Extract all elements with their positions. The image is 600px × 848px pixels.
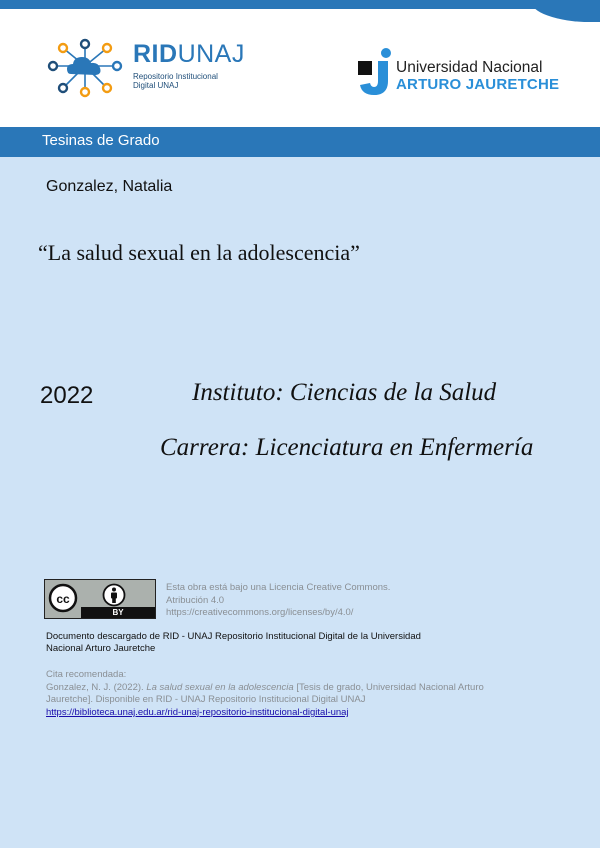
cc-license-badge[interactable] bbox=[44, 579, 156, 619]
license-line: Atribución 4.0 bbox=[166, 594, 225, 606]
attribution-person-icon bbox=[102, 583, 126, 607]
license-text bbox=[166, 582, 486, 620]
publication-year: 2022 bbox=[40, 382, 94, 409]
license-url[interactable]: https://creativecommons.org/licenses/by/4.0/ bbox=[166, 607, 354, 618]
citation-label: Cita recomendada: bbox=[46, 669, 127, 680]
section-title: Tesinas de Grado bbox=[42, 132, 160, 149]
header-stripe bbox=[0, 0, 600, 9]
rid-logo-subtitle: Repositorio Institucional Digital UNAJ bbox=[133, 72, 218, 90]
license-line: Esta obra está bajo una Licencia Creative Commons. bbox=[166, 582, 391, 593]
network-cloud-icon bbox=[45, 38, 125, 100]
rid-logo-wordmark: RIDUNAJ bbox=[133, 40, 245, 68]
author-name: Gonzalez, Natalia bbox=[46, 178, 173, 195]
repository-link[interactable]: https://biblioteca.unaj.edu.ar/rid-unaj-repositorio-institucional-digital-unaj bbox=[46, 707, 349, 718]
unaj-logo-line2: ARTURO JAURETCHE bbox=[396, 76, 560, 93]
citation-text: Gonzalez, N. J. (2022). La salud sexual en la adolescencia [Tesis de grado, Universidad Nacional Arturo Jauretche]. Disponible en RID - UNAJ Repositorio Institucional Digital UNAJ bbox=[46, 682, 484, 705]
svg-text:cc: cc bbox=[56, 592, 70, 606]
rid-unaj-logo bbox=[45, 38, 265, 104]
career-label: Carrera: Licenciatura en Enfermería bbox=[160, 434, 534, 461]
section-bar bbox=[0, 127, 600, 157]
work-title: “La salud sexual en la adolescencia” bbox=[38, 240, 360, 265]
download-note: Documento descargado de RID - UNAJ Repositorio Institucional Digital de la Universidad Nacional Arturo Jauretche bbox=[46, 631, 421, 654]
institute-label: Instituto: Ciencias de la Salud bbox=[192, 379, 497, 406]
cc-by-label: BY bbox=[112, 608, 124, 617]
creative-commons-icon bbox=[48, 583, 78, 613]
unaj-logo-mark bbox=[358, 47, 394, 97]
unaj-logo bbox=[358, 47, 568, 99]
unaj-logo-line1: Universidad Nacional bbox=[396, 59, 543, 76]
